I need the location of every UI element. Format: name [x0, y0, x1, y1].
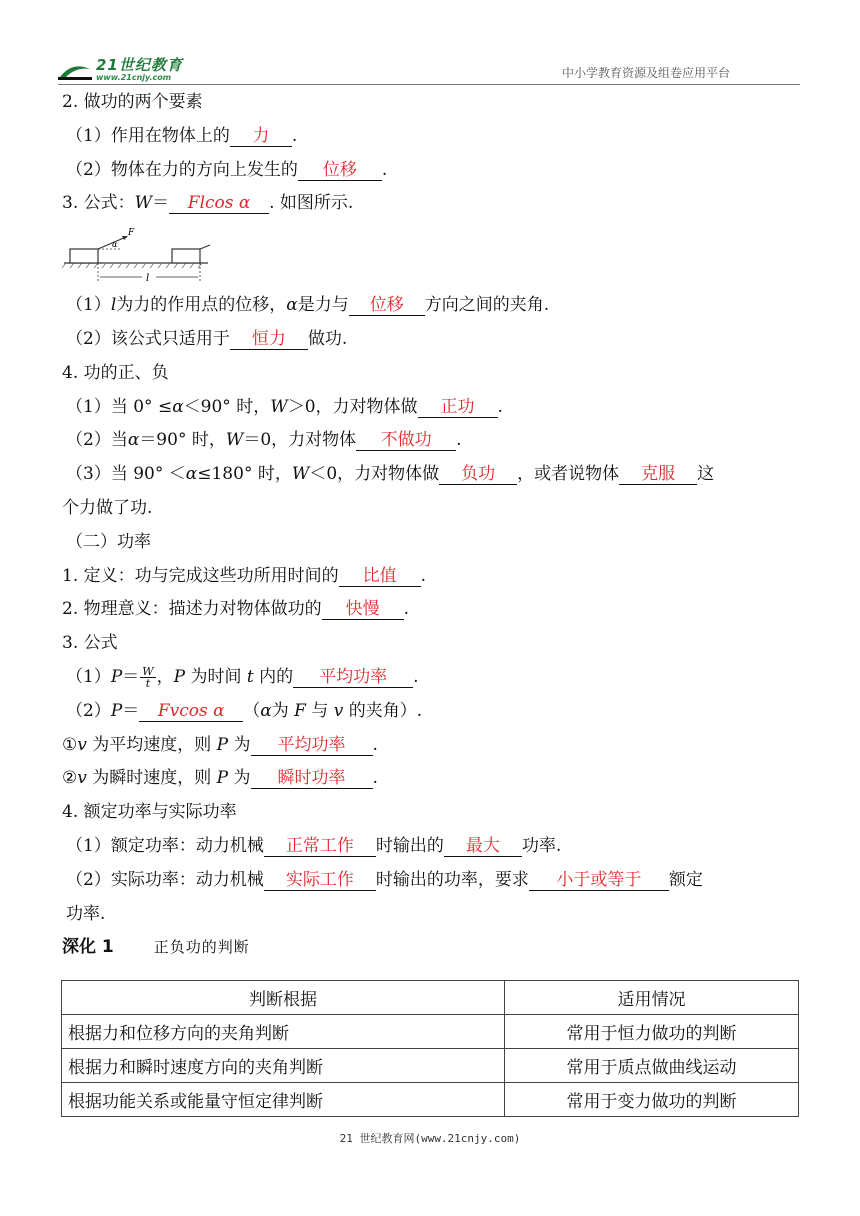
deep-section-title — [62, 931, 802, 965]
block-force-figure — [62, 225, 212, 285]
table-cell: 根据功能关系或能量守恒定律判断 — [62, 1083, 505, 1117]
answer-blank: 恒力 — [230, 329, 308, 350]
table-cell: 常用于质点做曲线运动 — [505, 1049, 799, 1083]
logo-swoosh-icon — [58, 59, 92, 81]
answer-blank: 最大 — [444, 836, 522, 857]
table-row — [62, 1049, 799, 1083]
displacement-label: l — [146, 273, 150, 285]
answer-blank: 正功 — [418, 397, 498, 418]
text-line: ①v 为平均速度，则 P 为 平均功率 . — [62, 734, 378, 755]
angle-label: α — [112, 240, 118, 250]
text-line: （1）额定功率：动力机械 正常工作 时输出的 最大 功率. — [66, 835, 562, 856]
answer-blank: 负功 — [439, 464, 517, 485]
text-line: 功率. — [66, 903, 106, 924]
table-cell: 根据力和瞬时速度方向的夹角判断 — [62, 1049, 505, 1083]
answer-blank: 不做功 — [356, 430, 456, 451]
logo-url: www.21cnjy.com — [96, 73, 172, 82]
text-line: 1. 定义：功与完成这些功所用时间的 比值 . — [62, 565, 427, 586]
text-line: （2）P＝ Fvcos α （α为 F 与 v 的夹角）. — [66, 700, 423, 721]
text-line: （2）当α＝90° 时，W＝0，力对物体 不做功 . — [66, 430, 462, 451]
answer-blank: 小于或等于 — [529, 870, 669, 891]
section-heading: 4. 功的正、负 — [62, 362, 169, 383]
header-divider — [58, 84, 800, 85]
table-row — [62, 1083, 799, 1117]
table-row — [62, 1015, 799, 1049]
page-header — [58, 56, 800, 86]
text-line: （1）当 0° ≤α＜90° 时，W＞0，力对物体做 正功 . — [66, 396, 503, 417]
section-heading: 2. 做功的两个要素 — [62, 92, 203, 112]
text-line: （1）作用在物体上的 力 . — [66, 125, 298, 146]
table-cell: 常用于变力做功的判断 — [505, 1083, 799, 1117]
deep-label: 深化 1 — [62, 937, 114, 958]
text-line: （2）物体在力的方向上发生的 位移 . — [66, 159, 388, 180]
answer-blank: 比值 — [339, 566, 421, 587]
table-header-usage: 适用情况 — [505, 981, 799, 1015]
answer-blank: 平均功率 — [293, 667, 413, 688]
force-label: F — [128, 228, 135, 239]
answer-blank: 位移 — [298, 160, 382, 181]
table-header-row — [62, 981, 799, 1015]
text-line: （1）l为力的作用点的位移，α是力与 位移 方向之间的夹角. — [66, 295, 550, 316]
logo-text: 21世纪教育 — [96, 56, 183, 74]
table-cell: 根据力和位移方向的夹角判断 — [62, 1015, 505, 1049]
platform-name: 中小学教育资源及组卷应用平台 — [561, 66, 730, 80]
section-heading: 4. 额定功率与实际功率 — [62, 802, 237, 823]
document-body — [62, 86, 802, 965]
answer-blank: 力 — [230, 126, 292, 147]
fraction: $\frac{W}{t}$ — [142, 664, 154, 690]
answer-blank: 平均功率 — [251, 735, 373, 756]
answer-blank: Flcos α — [169, 193, 269, 214]
answer-blank: 克服 — [619, 464, 697, 485]
text-line: 3. 公式：W＝ Flcos α . 如图所示. — [62, 193, 354, 214]
answer-blank: 快慢 — [322, 599, 404, 620]
text-line: 2. 物理意义：描述力对物体做功的 快慢 . — [62, 599, 410, 620]
site-logo[interactable] — [58, 56, 183, 84]
text-line: （1）P＝ $\frac{W}{t}$ ，P 为时间 t 内的 平均功率 . — [66, 664, 419, 690]
table-cell: 常用于恒力做功的判断 — [505, 1015, 799, 1049]
text-line: 个力做了功. — [62, 497, 153, 518]
section-heading: （二）功率 — [66, 531, 151, 552]
text-line: ②v 为瞬时速度，则 P 为 瞬时功率 . — [62, 768, 378, 789]
answer-blank: 正常工作 — [264, 836, 376, 857]
text-line: （2）实际功率：动力机械 实际工作 时输出的功率，要求 小于或等于 额定 — [66, 869, 703, 890]
answer-blank: 位移 — [349, 295, 425, 316]
answer-blank: Fvcos α — [139, 701, 243, 722]
answer-blank: 瞬时功率 — [251, 768, 373, 789]
table-header-basis: 判断根据 — [62, 981, 505, 1015]
force-diagram — [62, 221, 802, 289]
answer-blank: 实际工作 — [264, 870, 376, 891]
deep-title: 正负功的判断 — [153, 938, 250, 957]
page-footer: 21 世纪教育网(www.21cnjy.com) — [339, 1132, 521, 1145]
text-line: （3）当 90° ＜α≤180° 时，W＜0，力对物体做 负功 ，或者说物体 克服 这 — [66, 464, 715, 485]
judgment-table — [61, 980, 799, 1117]
text-line: （2）该公式只适用于 恒力 做功. — [66, 328, 348, 349]
section-heading: 3. 公式 — [62, 633, 118, 654]
